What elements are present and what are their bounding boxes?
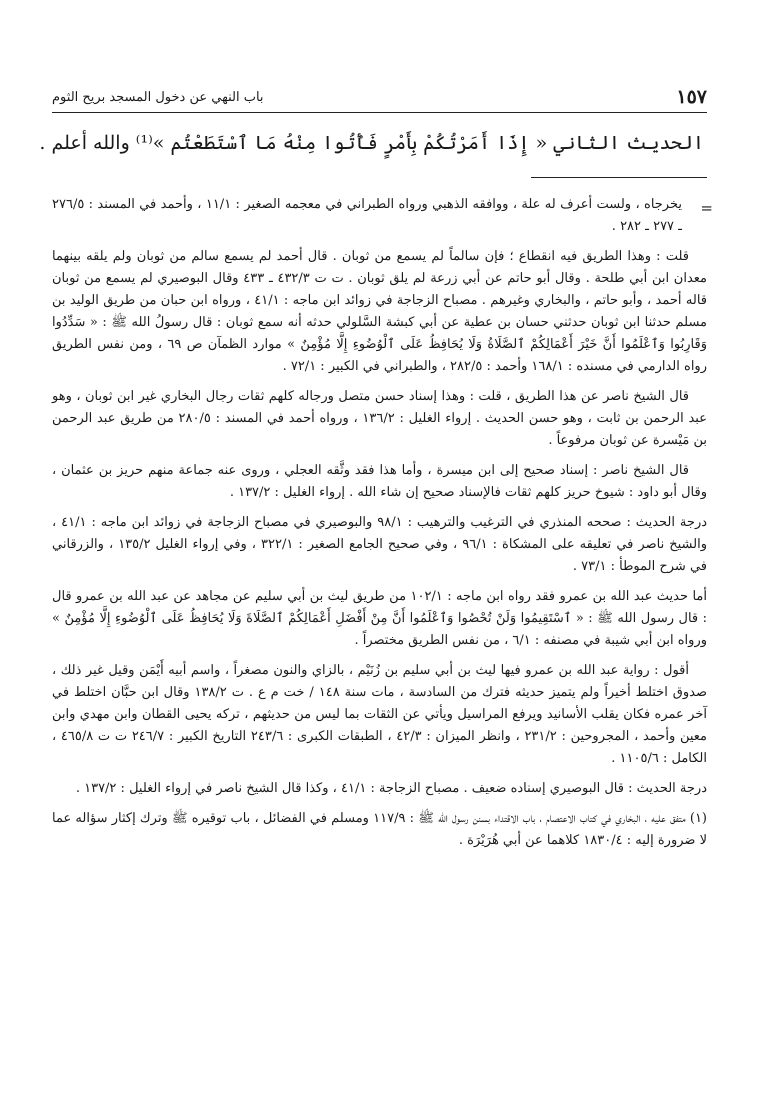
footnote-paragraph: قال الشيخ ناصر : إسناد صحيح إلى ابن ميسرة ، وأما هذا فقد وثَّقه العجلي ، وروى عنه جماعة منهم حريز بن عثمان ، وقال أبو داود : شيوخ حريز كلهم ثقات فالإسناد صحيح إن شاء الله . إرواء الغليل : ١٣٧/٢ . <box>52 463 707 500</box>
footnotes <box>52 194 707 860</box>
footnote-paragraph: أقول : رواية عبد الله بن عمرو فيها ليث بن أبي سليم بن زُنَيْم ، بالزاي والنون مصغراً ، واسم أبيه أَيْمَن وقيل غير ذلك ، صدوق اختلط أخيراً ولم يتميز حديثه فترك من السادسة ، مات سنة ١٤٨ / خت م ع . ت ١٣٨/٢ وقال ابن حبَّان اختلط في آخر عمره فكان يقلب الأسانيد ويرفع المراسيل ويأتي عن الثقات بما ليس من حديثهم ، تركه يحيى القطان وابن مهدي وابن معين وأحمد ، المجروحين : ٢٣١/٢ ، وانظر الميزان : ٤٢/٣ ، الطبقات الكبرى : ٢٤٣/٦ التاريخ الكبير : ٢٤٦/٧ ت ت ٤٦٥/٨ ، الكامل : ١١٠٥/٦ . <box>52 663 707 766</box>
footnote-paragraph: درجة الحديث : قال البوصيري إسناده ضعيف . مصباح الزجاجة : ٤١/١ ، وكذا قال الشيخ ناصر في إرواء الغليل : ١٣٧/٢ . <box>75 781 707 796</box>
hadith-text: الحديث الثاني « إِذَا أَمَرْتُكُمْ بِأَمْرٍ فَأْتُوا مِنْهُ مَا ٱسْتَطَعْتُم »⁽¹⁾ والله أعلم . <box>39 132 704 154</box>
page-number: ١٥٧ <box>676 86 707 108</box>
footnote-paragraph: قلت : وهذا الطريق فيه انقطاع ؛ فإن سالماً لم يسمع من ثوبان . قال أحمد لم يسمع سالم من ثوبان ولم يلقه بينهما معدان ابن أبي طلحة . وقال أبو حاتم عن أبي زرعة لم يلق ثوبان . ت ت ٤٣٢/٣ ـ ٤٣٣ وقال البوصيري لم يسمع من ثوبان قاله أحمد ، وأبو حاتم ، والبخاري وغيرهم . مصباح الزجاجة في زوائد ابن ماجه : ٤١/١ ، ورواه ابن حبان من طريق الوليد بن مسلم حدثنا ابن ثوبان حدثني حسان بن عطية عن أبي كبشة السَّلولي حدثه أنه سمع ثوبان : قال رسولُ الله ﷺ : « سَدِّدُوا وَقَارِبُوا وَٱعْلَمُوا أَنَّ خَيْرَ أَعْمَالِكُمْ ٱلصَّلَاةُ وَلَا يُحَافِظُ عَلَى ٱلْوُضُوءِ إِلَّا مُؤْمِنٌ » موارد الظمآن ص ٦٩ ، ومن نفس الطريق رواه الدارمي في مسنده : ١٦٨/١ وأحمد : ٢٨٢/٥ ، والطبراني في الكبير : ٧٢/١ . <box>52 249 708 374</box>
page-header <box>52 86 707 113</box>
footnote-paragraph: أما حديث عبد الله بن عمرو فقد رواه ابن ماجه : ١٠٢/١ من طريق ليث بن أبي سليم عن مجاهد عن عبد الله بن عمرو قال : قال رسول الله ﷺ : « ٱسْتَقِيمُوا وَلَنْ تُحْصُوا وَٱعْلَمُوا أَنَّ مِنْ أَفْضَلِ أَعْمَالِكُمْ ٱلصَّلَاةَ وَلَا يُحَافِظُ عَلَى ٱلْوُضُوءِ إِلَّا مُؤْمِنٌ » ورواه ابن أبي شيبة في مصنفه : ٦/١ ، من نفس الطريق مختصراً . <box>52 589 708 648</box>
footnote-divider <box>531 177 707 178</box>
footnote-paragraph: درجة الحديث : صححه المنذري في الترغيب والترهيب : ٩٨/١ والبوصيري في مصباح الزجاجة في زوائد ابن ماجه : ٤١/١ ، والشيخ ناصر في تعليقه على المشكاة : ٩٦/١ ، وفي صحيح الجامع الصغير : ٣٢٢/١ ، وفي إرواء الغليل ١٣٥/٢ ، والزرقاني في شرح الموطأ : ٧٣/١ . <box>52 515 708 574</box>
footnote-paragraph: يخرجاه ، ولست أعرف له علة ، ووافقه الذهبي ورواه الطبراني في معجمه الصغير : ١١/١ ، وأحمد في المسند : ٢٧٦/٥ ـ ٢٧٧ ـ ٢٨٢ . <box>52 197 682 234</box>
footnote-paragraph: قال الشيخ ناصر عن هذا الطريق ، قلت : وهذا إسناد حسن متصل ورجاله كلهم ثقات رجال البخاري غير ابن ثوبان ، وهو عبد الرحمن بن ثابت ، وهو حسن الحديث . إرواء الغليل : ١٣٦/٢ ، ورواه أحمد في المسند : ٢٨٠/٥ من طريق عبد الرحمن بن مَيْسرة عن ثوبان مرفوعاً . <box>52 389 707 448</box>
footnote-1: (١) متفق عليه ، البخاري في كتاب الاعتصام ، باب الاقتداء بسنن رسول الله ﷺ : ١١٧/٩ ومسلم في الفضائل ، باب توقيره ﷺ وترك إكثار سؤاله عما لا ضرورة إليه : ١٨٣٠/٤ كلاهما عن أبي هُرَيْرَة . <box>52 811 707 848</box>
continuation-mark: = <box>700 199 713 217</box>
running-title: باب النهي عن دخول المسجد بريح الثوم <box>52 90 264 105</box>
